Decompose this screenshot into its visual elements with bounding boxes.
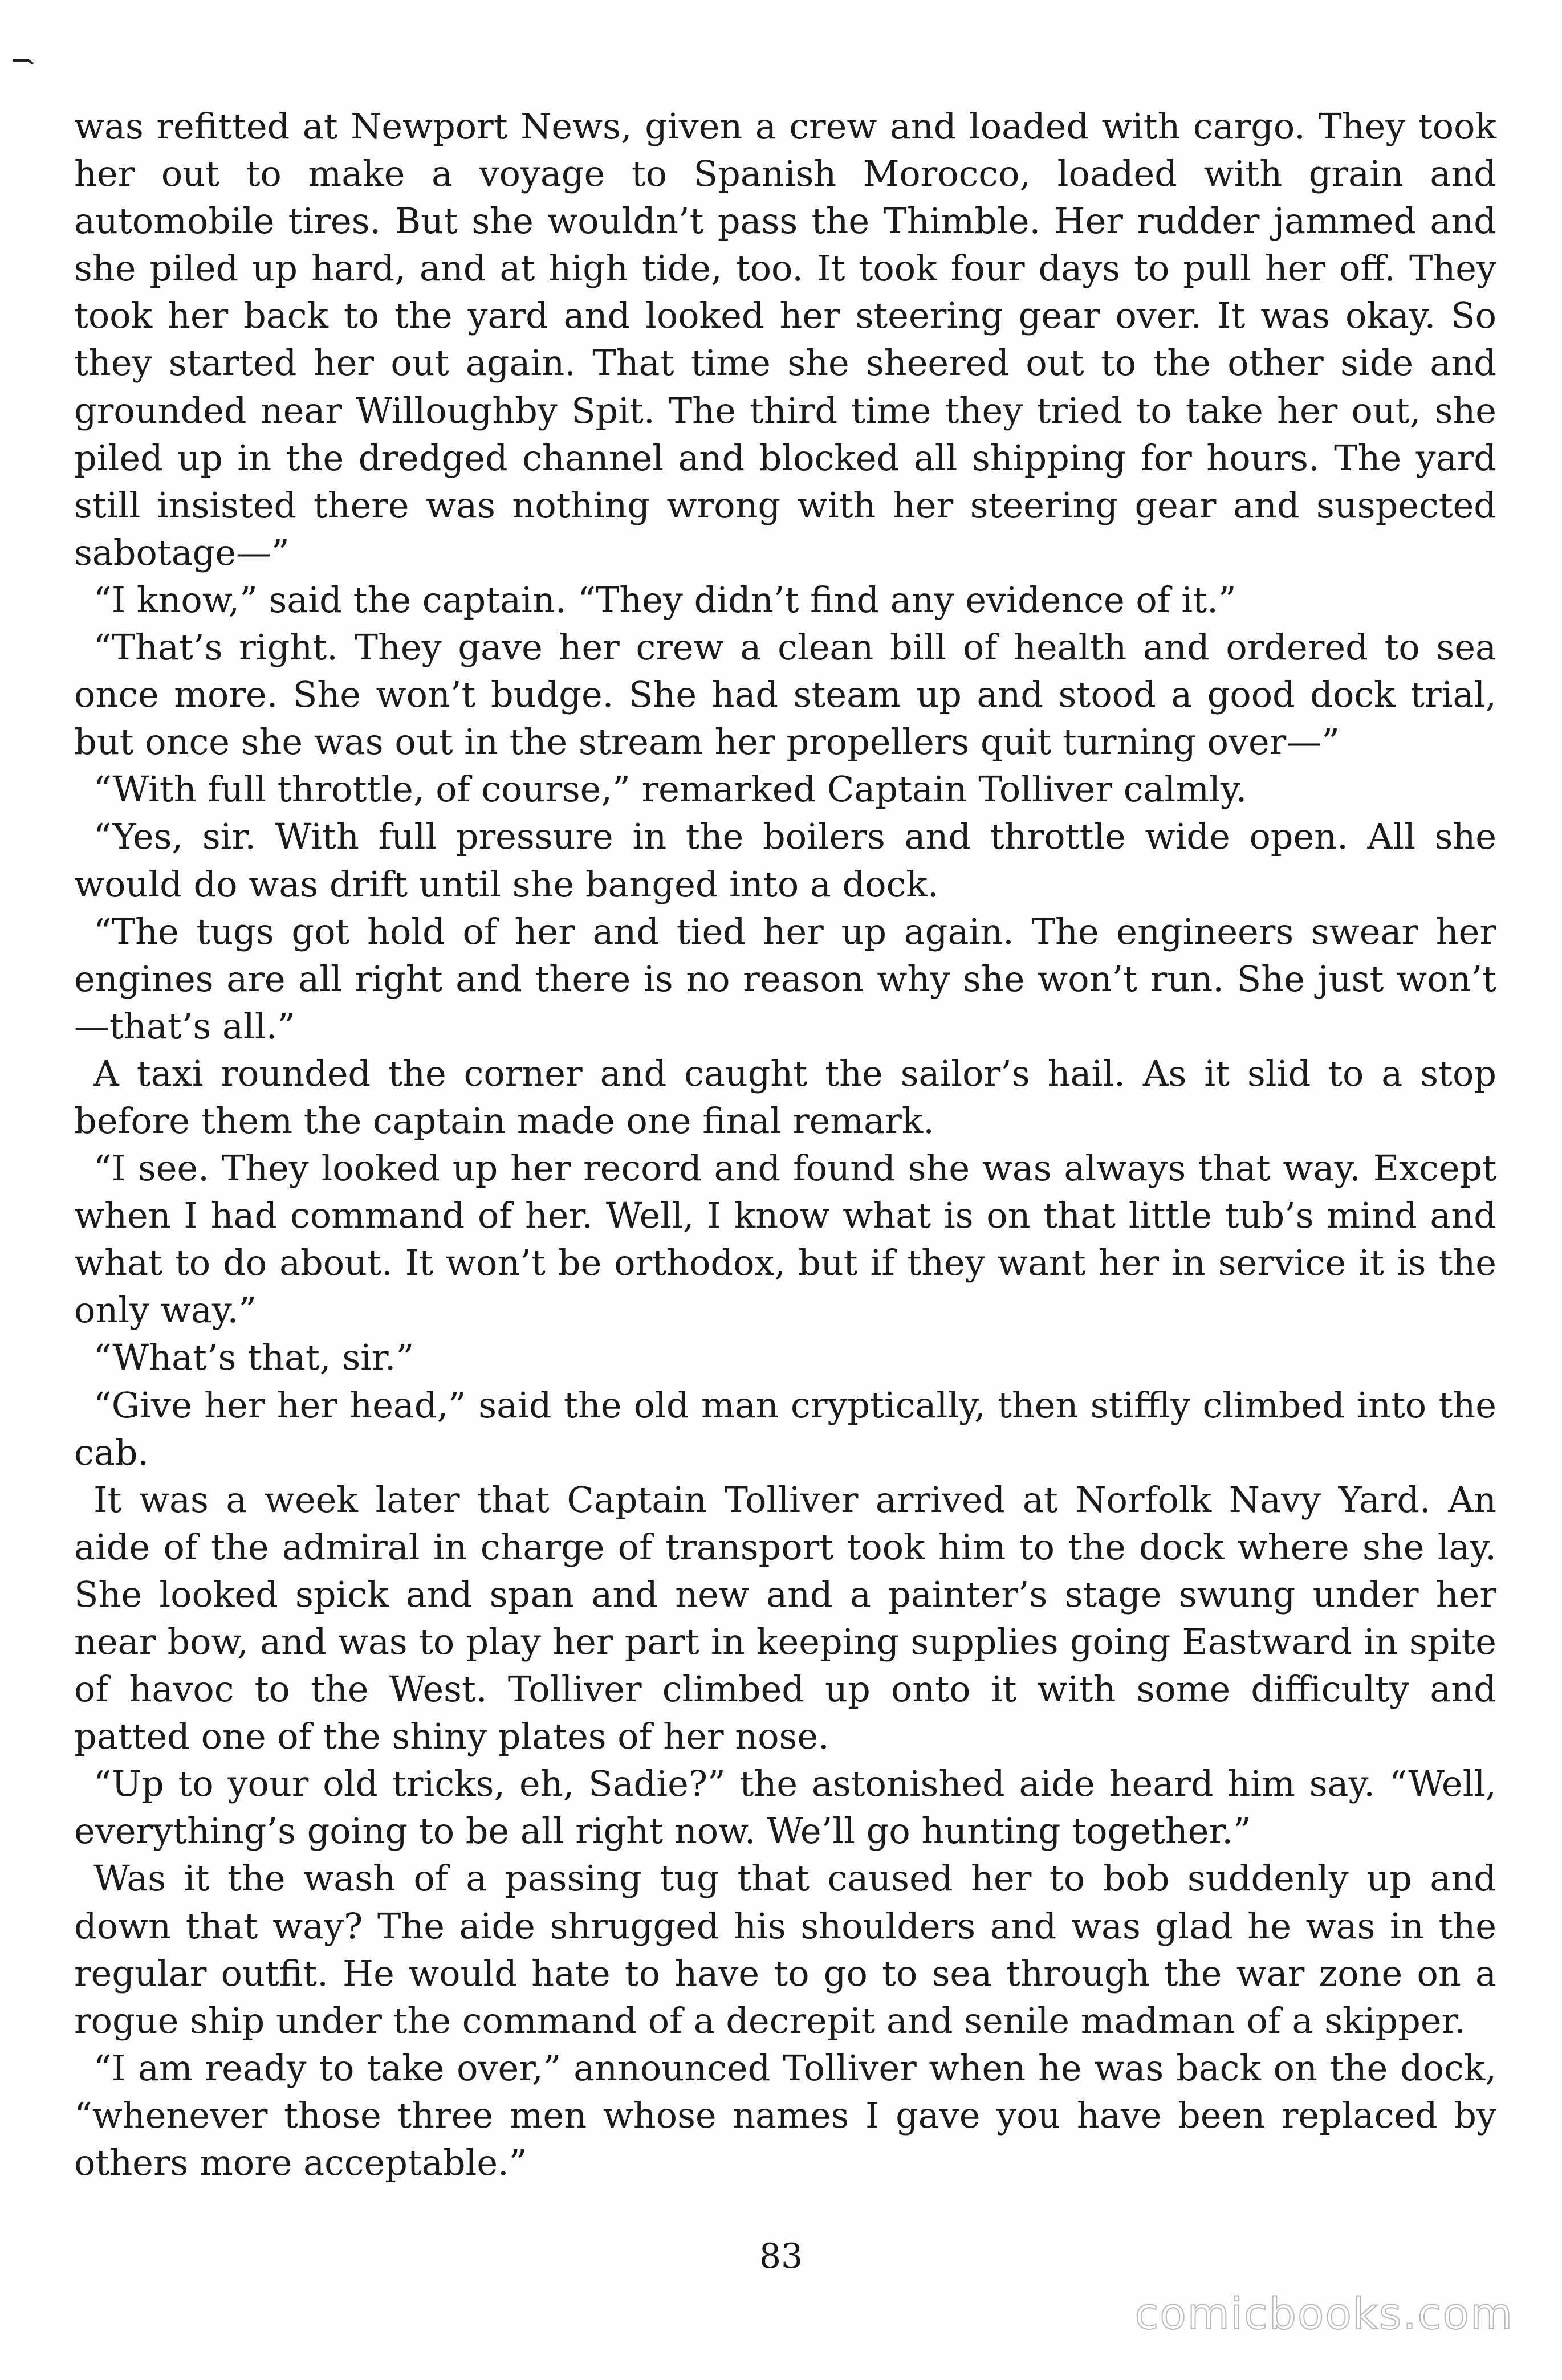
paragraph: “I know,” said the captain. “They didn’t find any evidence of it.” bbox=[93, 578, 1236, 621]
paragraph: “What’s that, sir.” bbox=[93, 1336, 414, 1379]
story-text bbox=[74, 103, 1496, 2186]
paragraph: Was it the wash of a passing tug that caused her to bob suddenly up and down that way? The aide shrugged his shoulders and was glad he was in the regular outfit. He would hate to have to go to sea through the war zone on a rogue ship under the command of a decrepit and senile madman of a skipper. bbox=[74, 1857, 1496, 2041]
corner-mark-icon bbox=[11, 57, 34, 65]
paragraph: A taxi rounded the corner and caught the sailor’s hail. As it slid to a stop before them the captain made one final remark. bbox=[74, 1052, 1496, 1142]
paragraph: “Yes, sir. With full pressure in the boilers and throttle wide open. All she would do was drift until she banged into a dock. bbox=[74, 816, 1496, 905]
paragraph: “That’s right. They gave her crew a clean bill of health and ordered to sea once more. She won’t budge. She had steam up and stood a good dock trial, but once she was out in the stream her propellers quit turning over—” bbox=[74, 626, 1496, 763]
paragraph: “I see. They looked up her record and found she was always that way. Except when I had command of her. Well, I know what is on that little tub’s mind and what to do about. It won’t be orthodox, but if they want her in service it is the only way.” bbox=[74, 1147, 1496, 1331]
paragraph: was refitted at Newport News, given a crew and loaded with cargo. They took her out to make a voyage to Spanish Morocco, loaded with grain and automobile tires. But she wouldn’t pass the Thimble. Her rudder jammed and she piled up hard, and at high tide, too. It took four days to pull her off. They took her back to the yard and looked her steering gear over. It was okay. So they started her out again. That time she sheered out to the other side and grounded near Willoughby Spit. The third time they tried to take her out, she piled up in the dredged channel and blocked all shipping for hours. The yard still insisted there was nothing wrong with her steering gear and suspected sabotage—” bbox=[74, 105, 1496, 573]
watermark: comicbooks.com bbox=[1134, 2288, 1514, 2339]
paragraph: “With full throttle, of course,” remarked Captain Tolliver calmly. bbox=[93, 768, 1247, 810]
paragraph: It was a week later that Captain Tolliver arrived at Norfolk Navy Yard. An aide of the admiral in charge of transport took him to the dock where she lay. She looked spick and span and new and a painter’s stage swung under her near bow, and was to play her part in keeping supplies going Eastward in spite of havoc to the West. Tolliver climbed up onto it with some difficulty and patted one of the shiny plates of her nose. bbox=[74, 1478, 1496, 1758]
paragraph: “I am ready to take over,” announced Tolliver when he was back on the dock, “whenever those three men whose names I gave you have been replaced by others more acceptable.” bbox=[74, 2047, 1496, 2184]
paragraph: “Give her her head,” said the old man cryptically, then stiffly climbed into the cab. bbox=[74, 1384, 1496, 1473]
paragraph: “The tugs got hold of her and tied her up again. The engineers swear her engines are all right and there is no reason why she won’t run. She just won’t—that’s all.” bbox=[74, 910, 1496, 1047]
page-number: 83 bbox=[759, 2236, 803, 2276]
paragraph: “Up to your old tricks, eh, Sadie?” the astonished aide heard him say. “Well, everything’s going to be all right now. We’ll go hunting together.” bbox=[74, 1763, 1496, 1852]
